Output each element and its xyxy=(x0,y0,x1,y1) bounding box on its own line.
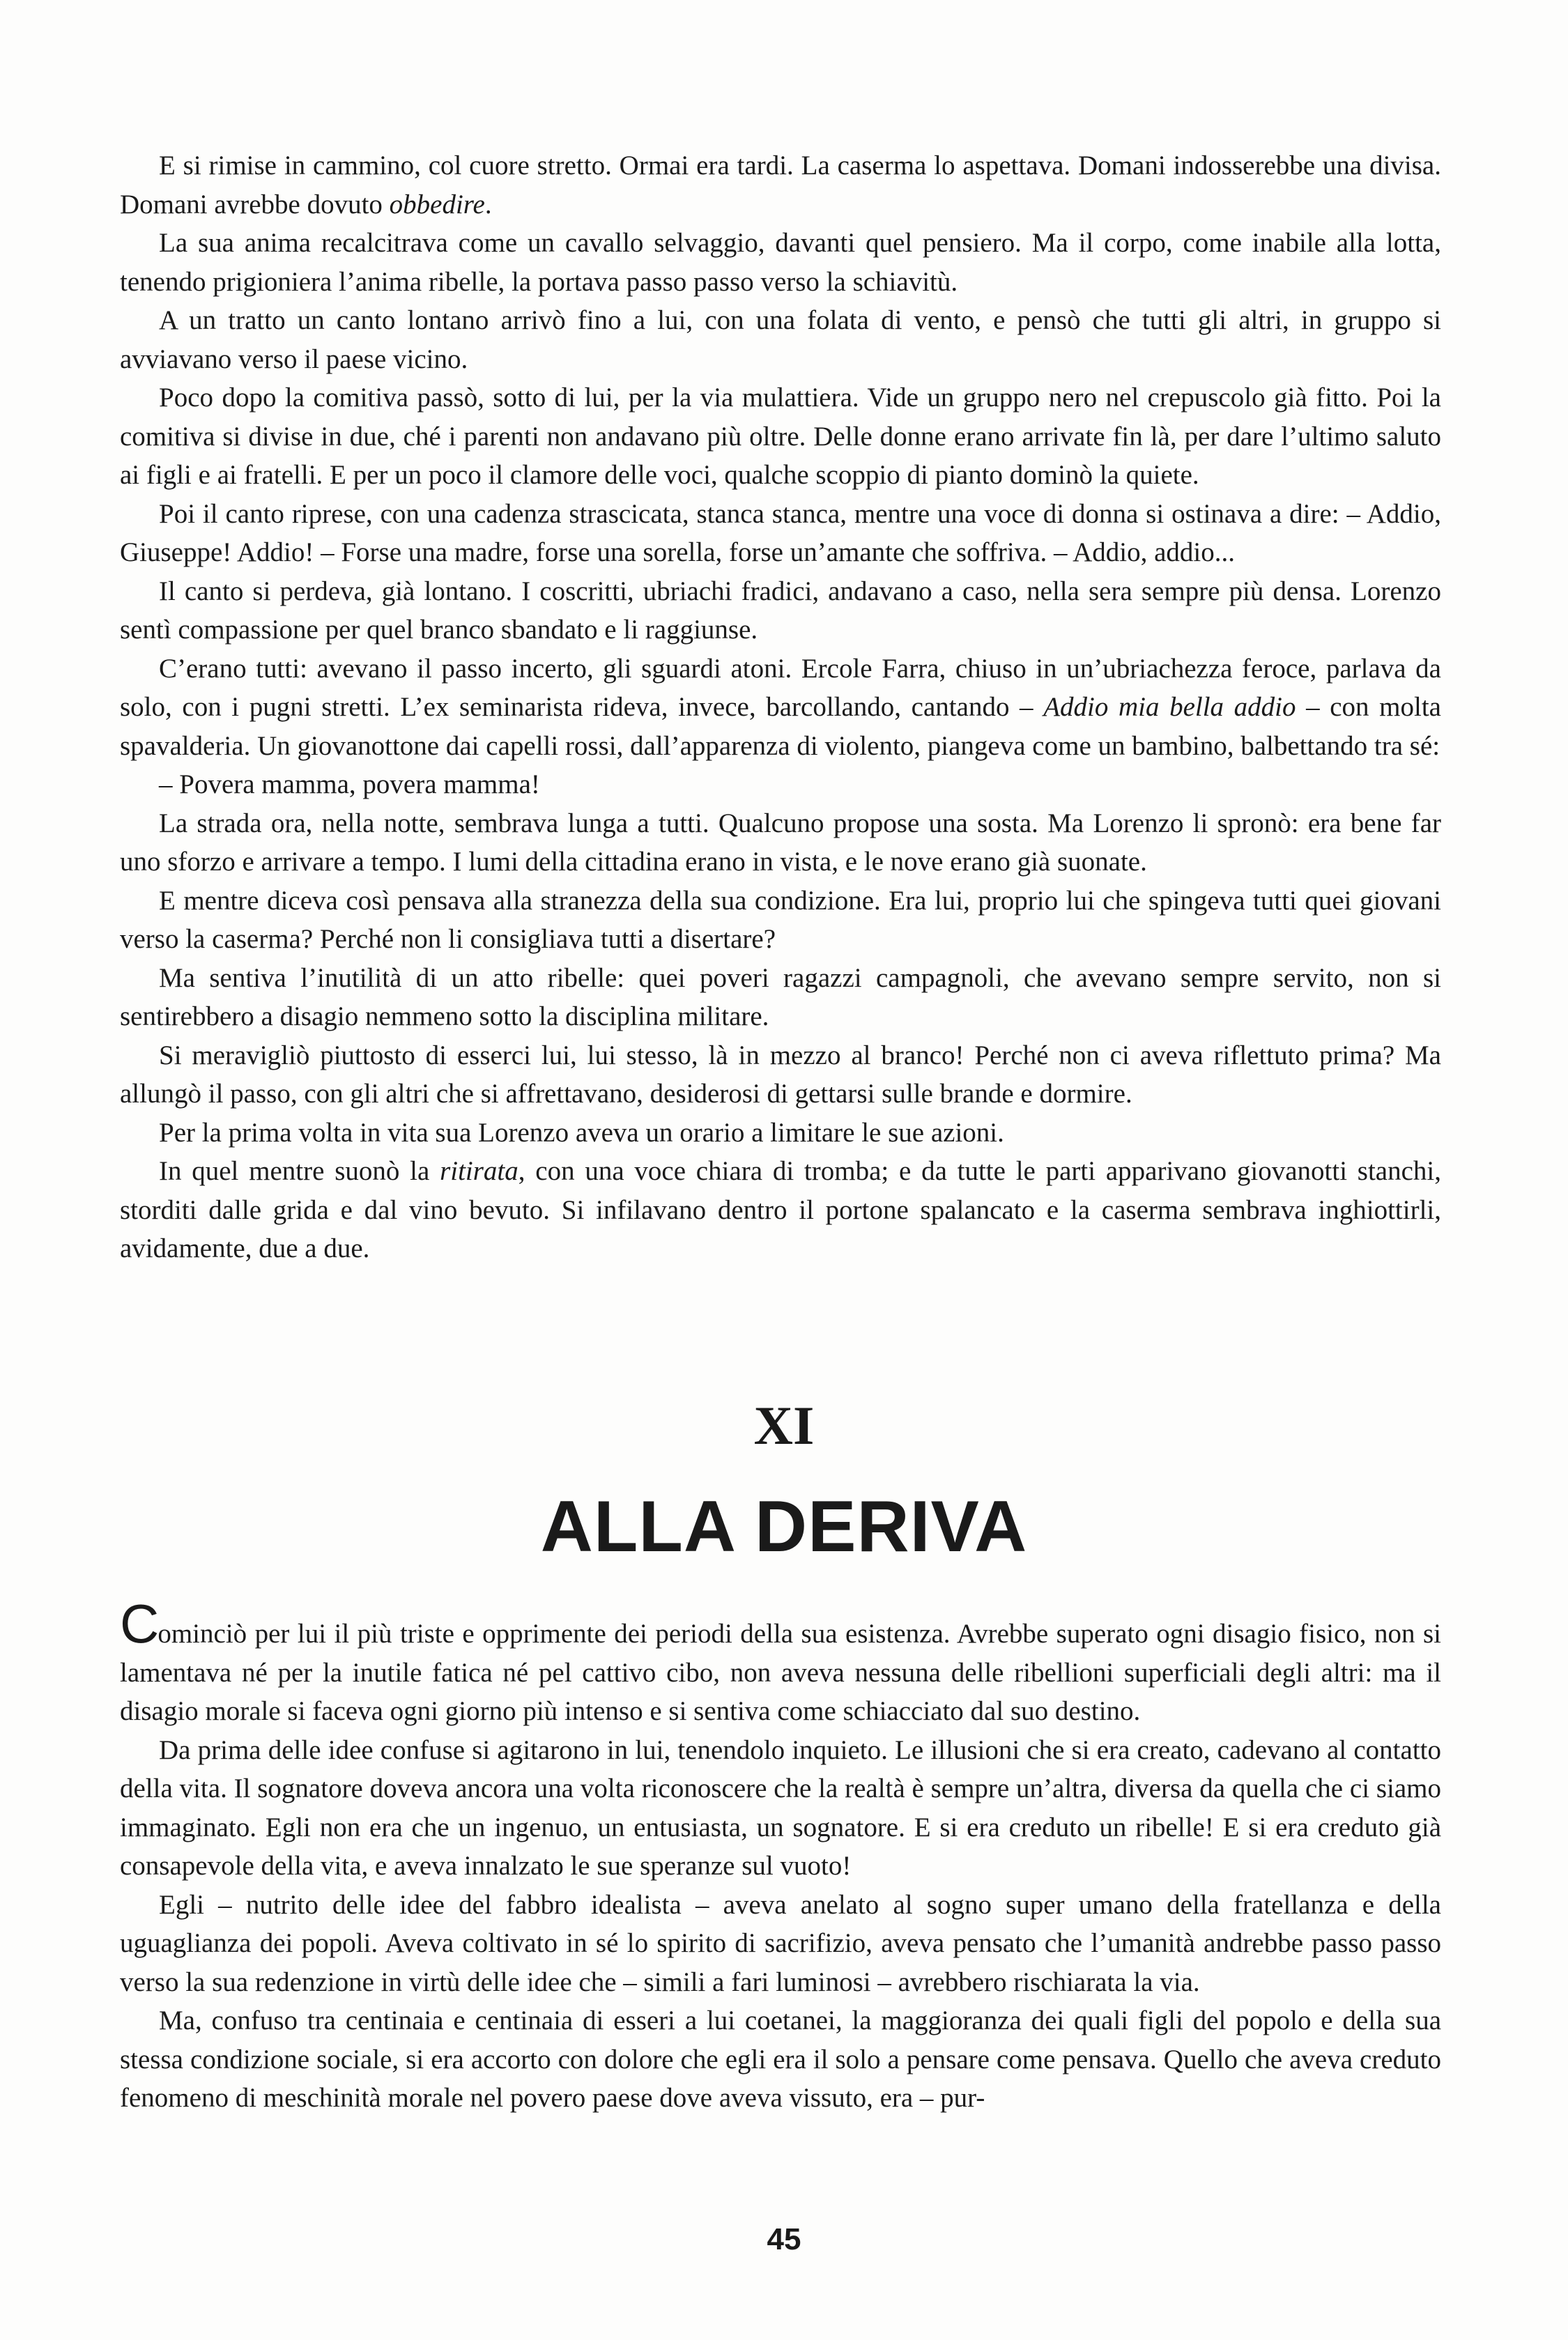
paragraph-text: Poi il canto riprese, con una cadenza strascicata, stanca stanca, mentre una voce di donna si ostinava a dire: – Addio, Giuseppe! Addio! – Forse una madre, forse una sorella, forse un’amante che soffriva. – Addio, addio... xyxy=(120,498,1441,567)
paragraph-text: , con una voce chiara di tromba; e da tutte le parti apparivano giovanotti stanchi, storditi dalle grida e dal vino bevuto. Si infilavano dentro il portone spalancato e la caserma sembrava inghiottirli, avidamente, due a due. xyxy=(120,1156,1442,1263)
paragraph-text: E mentre diceva così pensava alla stranezza della sua condizione. Era lui, proprio lui che spingeva tutti quei giovani verso la caserma? Perché non li consigliava tutti a disertare? xyxy=(120,885,1441,954)
paragraph xyxy=(120,1152,1441,1268)
chapter-first-paragraph xyxy=(120,1593,1441,1731)
paragraph-text: – Povera mamma, povera mamma! xyxy=(159,769,540,799)
paragraph xyxy=(120,804,1441,882)
first-paragraph-text: ominciò per lui il più triste e opprimente dei periodi della sua esistenza. Avrebbe superato ogni disagio fisico, non si lamentava né per la inutile fatica né pel cattivo cibo, non aveva nessuna delle ribellioni superficiali degli altri: ma il disagio morale si faceva ogni giorno più intenso e si sentiva come schiacciato dal suo destino. xyxy=(120,1619,1441,1726)
paragraph xyxy=(120,378,1441,495)
chapter-body-text xyxy=(120,1593,1441,2118)
paragraph-text: Poco dopo la comitiva passò, sotto di lui, per la via mulattiera. Vide un gruppo nero nel crepuscolo già fitto. Poi la comitiva si divise in due, ché i parenti non andavano più oltre. Delle donne erano arrivate fin là, per dare l’ultimo saluto ai figli e ai fratelli. E per un poco il clamore delle voci, qualche scoppio di pianto dominò la quiete. xyxy=(120,383,1441,490)
paragraph-text: Ma, confuso tra centinaia e centinaia di esseri a lui coetanei, la maggioranza dei quali figli del popolo e della sua stessa condizione sociale, si era accorto con dolore che egli era il solo a pensare come pensava. Quello che aveva creduto fenomeno di meschinità morale nel povero paese dove aveva vissuto, era – pur- xyxy=(120,2006,1441,2113)
paragraph-text: E si rimise in cammino, col cuore stretto. Ormai era tardi. La caserma lo aspettava. Domani indosserebbe una divisa. Domani avrebbe dovuto xyxy=(120,151,1441,220)
paragraph xyxy=(120,146,1441,224)
paragraph-text: Ma sentiva l’inutilità di un atto ribelle: quei poveri ragazzi campagnoli, che avevano sempre servito, non si sentirebbero a disagio nemmeno sotto la disciplina militare. xyxy=(120,962,1441,1031)
paragraph-text: In quel mentre suonò la xyxy=(159,1156,440,1186)
paragraph-text: La sua anima recalcitrava come un cavallo selvaggio, davanti quel pensiero. Ma il corpo, come inabile alla lotta, tenendo prigioniera l’anima ribelle, la portava passo passo verso la schiavitù. xyxy=(120,228,1441,297)
paragraph xyxy=(120,301,1441,378)
paragraph-text: La strada ora, nella notte, sembrava lunga a tutti. Qualcuno propose una sosta. Ma Lorenzo li spronò: era bene far uno sforzo e arrivare a tempo. I lumi della cittadina erano in vista, e le nove erano già suonate. xyxy=(120,808,1441,877)
paragraph xyxy=(120,572,1441,649)
paragraph xyxy=(120,649,1441,766)
italic-text: Addio mia bella addio xyxy=(1043,692,1296,722)
paragraph-text: Per la prima volta in vita sua Lorenzo aveva un orario a limitare le sue azioni. xyxy=(159,1117,1004,1148)
paragraph-text: Da prima delle idee confuse si agitarono in lui, tenendolo inquieto. Le illusioni che si era creato, cadevano al contatto della vita. Il sognatore doveva ancora una volta riconoscere che la realtà è sempre un’altra, diversa da quella che ci siamo immaginato. Egli non era che un ingenuo, un entusiasta, un sognatore. E si era creduto un ribelle! E si era creduto già consapevole della vita, e aveva innalzato le sue speranze sul vuoto! xyxy=(120,1734,1441,1881)
paragraph xyxy=(120,959,1441,1036)
paragraph xyxy=(120,1036,1441,1114)
paragraph-text: Egli – nutrito delle idee del fabbro idealista – aveva anelato al sogno super umano della fratellanza e della uguaglianza dei popoli. Aveva coltivato in sé lo spirito di sacrifizio, aveva pensato che l’umanità andrebbe passo passo verso la sua redenzione in virtù delle idee che – simili a fari luminosi – avrebbero rischiarata la via. xyxy=(120,1889,1441,1997)
paragraph-text: . xyxy=(484,189,492,220)
paragraph xyxy=(120,2001,1441,2118)
italic-text: obbedire xyxy=(389,189,485,220)
italic-text: ritirata xyxy=(440,1156,518,1186)
paragraph-text: Il canto si perdeva, già lontano. I coscritti, ubriachi fradici, andavano a caso, nella sera sempre più densa. Lorenzo sentì compassione per quel branco sbandato e li raggiunse. xyxy=(120,576,1441,645)
paragraph xyxy=(120,765,1441,804)
paragraph-text: A un tratto un canto lontano arrivò fino a lui, con una folata di vento, e pensò che tutti gli altri, in gruppo si avviavano verso il paese vicino. xyxy=(120,305,1441,374)
paragraph-text: Si meravigliò piuttosto di esserci lui, lui stesso, là in mezzo al branco! Perché non ci aveva riflettuto prima? Ma allungò il passo, con gli altri che si affrettavano, desiderosi di gettarsi sulle brande e dormire. xyxy=(120,1040,1441,1109)
chapter-title: ALLA DERIVA xyxy=(540,1486,1028,1567)
paragraph xyxy=(120,1114,1441,1153)
paragraph-text: – con molta spavalderia. Un giovanottone dai capelli rossi, dall’apparenza di violento, piangeva come un bambino, balbettando tra sé: xyxy=(120,692,1441,761)
drop-cap: C xyxy=(120,1593,158,1654)
paragraph xyxy=(120,224,1441,301)
chapter-number: XI xyxy=(753,1395,815,1456)
paragraph xyxy=(120,1731,1441,1886)
paragraph xyxy=(120,495,1441,572)
paragraph-text: C’erano tutti: avevano il passo incerto, gli sguardi atoni. Ercole Farra, chiuso in un’ubriachezza feroce, parlava da solo, con i pugni stretti. L’ex seminarista rideva, invece, barcollando, cantando – xyxy=(120,653,1441,722)
previous-chapter-text xyxy=(120,146,1441,1268)
paragraph xyxy=(120,882,1441,959)
page-number: 45 xyxy=(767,2222,801,2256)
paragraph xyxy=(120,1886,1441,2002)
